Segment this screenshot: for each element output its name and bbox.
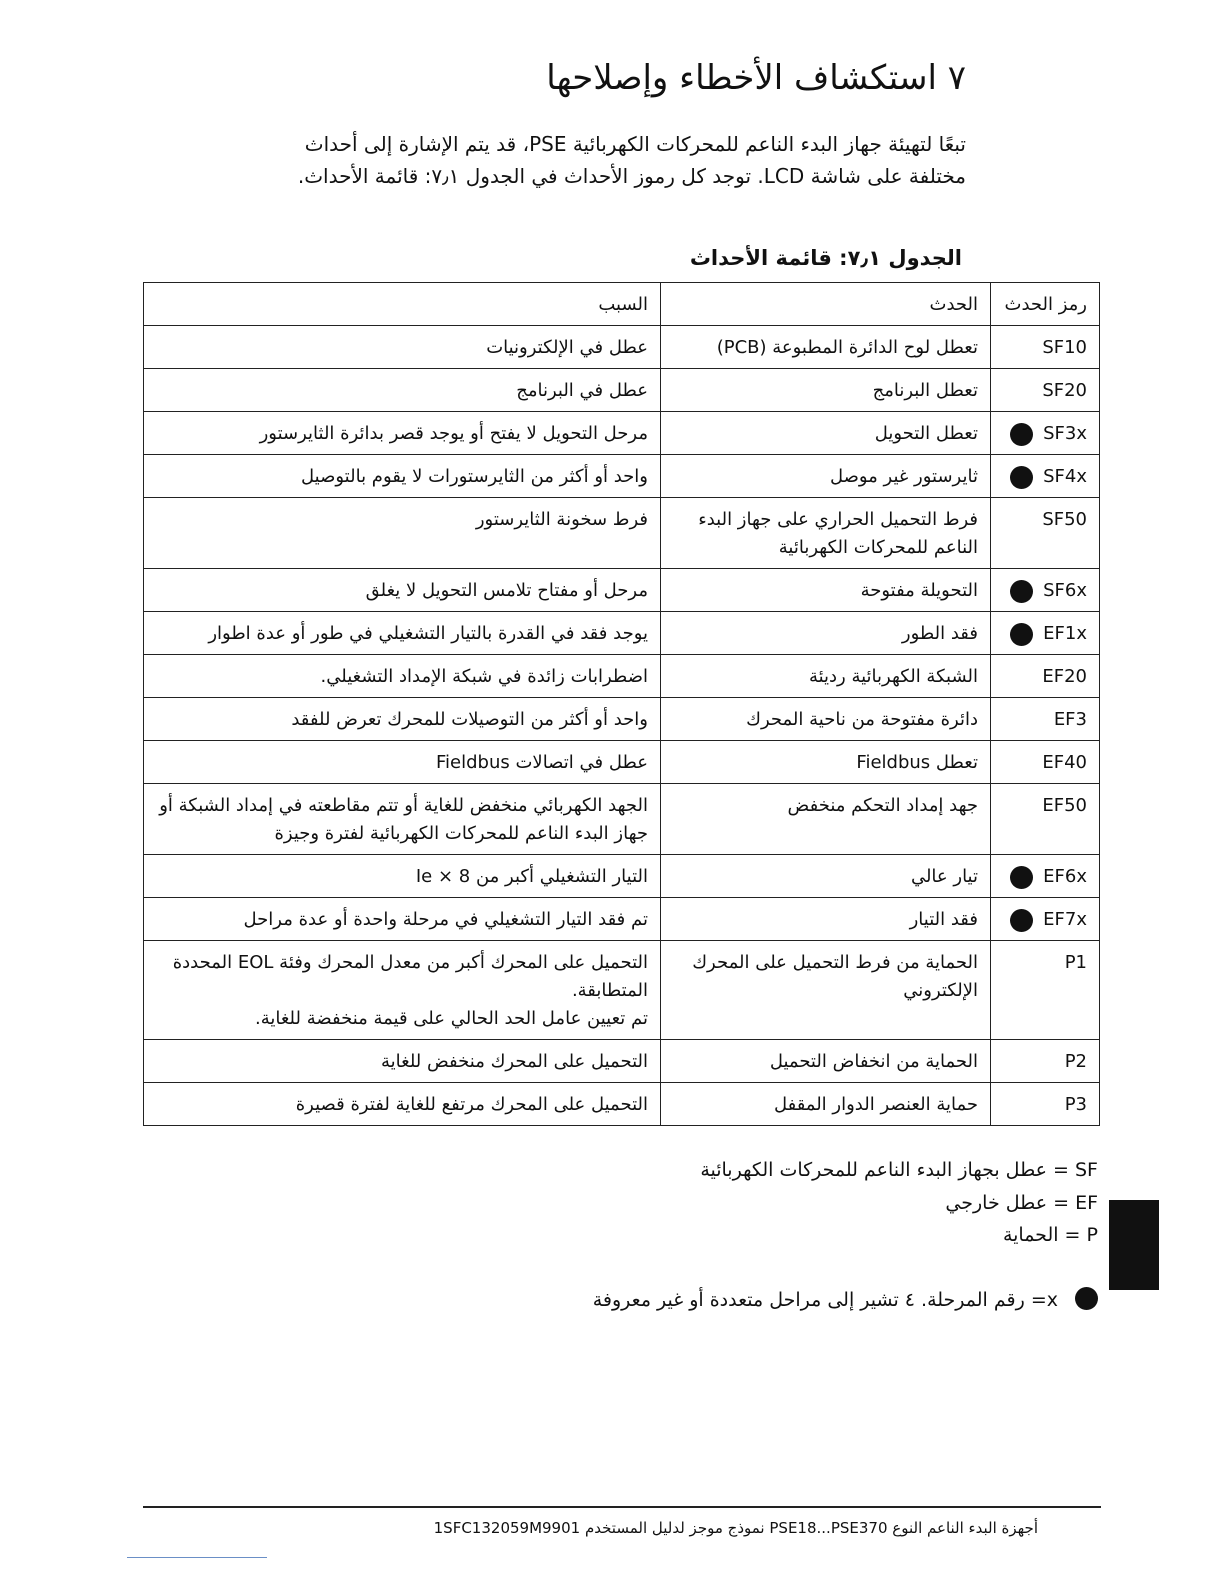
event-name-cell: تيار عالي [661,855,991,898]
chapter-tab [1109,1200,1159,1290]
event-code-cell [991,855,1100,898]
event-name-cell: التحويلة مفتوحة [661,569,991,612]
table-row [144,655,1100,698]
event-code: SF4x [1043,466,1087,487]
table-row [144,569,1100,612]
event-name-cell: دائرة مفتوحة من ناحية المحرك [661,698,991,741]
event-name-cell: فقد التيار [661,898,991,941]
event-cause-cell: مرحل أو مفتاح تلامس التحويل لا يغلق [144,569,661,612]
event-name-cell: فقد الطور [661,612,991,655]
event-code-cell [991,569,1100,612]
intro-paragraph: تبعًا لتهيئة جهاز البدء الناعم للمحركات الكهربائية PSE، قد يتم الإشارة إلى أحداث مختلفة على شاشة LCD. توجد كل رموز الأحداث في الجدول ٧٫١: قائمة الأحداث. [297,132,966,188]
legend-ef: EF = عطل خارجي [945,1192,1098,1214]
table-header-row [144,283,1100,326]
header-code: رمز الحدث [991,283,1100,326]
event-code: EF3 [1053,709,1087,730]
event-code-cell [991,1040,1100,1083]
event-cause-cell: يوجد فقد في القدرة بالتيار التشغيلي في طور أو عدة اطوار [144,612,661,655]
event-code-cell [991,455,1100,498]
table-row [144,455,1100,498]
event-code: SF50 [1042,509,1087,530]
page-title: ٧ استكشاف الأخطاء وإصلاحها [546,58,966,98]
header-cause: السبب [144,283,661,326]
event-code-cell [991,326,1100,369]
event-cause-cell: عطل في البرنامج [144,369,661,412]
event-code-cell [991,612,1100,655]
table-row [144,698,1100,741]
phase-marker-icon [1010,623,1033,646]
event-name-cell: حماية العنصر الدوار المقفل [661,1083,991,1126]
event-code-cell [991,784,1100,855]
event-name-cell: تعطل لوح الدائرة المطبوعة (PCB) [661,326,991,369]
event-name-cell: الشبكة الكهربائية رديئة [661,655,991,698]
event-code: P3 [1064,1094,1087,1115]
event-cause-cell: التيار التشغيلي أكبر من 8 × Ie [144,855,661,898]
table-row [144,941,1100,1040]
table-row [144,1083,1100,1126]
event-cause-cell: التحميل على المحرك أكبر من معدل المحرك وفئة EOL المحددة المتطابقة. تم تعيين عامل الحد الحالي على قيمة منخفضة للغاية. [144,941,661,1040]
event-code: EF1x [1043,623,1087,644]
table-row [144,412,1100,455]
event-name-cell: الحماية من انخفاض التحميل [661,1040,991,1083]
table-row [144,612,1100,655]
event-code-cell [991,498,1100,569]
table-caption: الجدول ٧٫١: قائمة الأحداث [689,246,962,270]
event-name-cell: تعطل Fieldbus [661,741,991,784]
event-cause-cell: فرط سخونة الثايرستور [144,498,661,569]
phase-marker-icon [1075,1287,1098,1310]
event-cause-cell: عطل في اتصالات Fieldbus [144,741,661,784]
event-code-cell [991,941,1100,1040]
event-name-cell: ثايرستور غير موصل [661,455,991,498]
legend-sf: SF = عطل بجهاز البدء الناعم للمحركات الكهربائية [700,1159,1098,1181]
table-row [144,1040,1100,1083]
event-cause-cell: تم فقد التيار التشغيلي في مرحلة واحدة أو عدة مراحل [144,898,661,941]
table-row [144,898,1100,941]
table-row [144,326,1100,369]
event-cause-cell: الجهد الكهربائي منخفض للغاية أو تتم مقاطعته في إمداد الشبكة أو جهاز البدء الناعم للمحركات الكهربائية لفترة وجيزة [144,784,661,855]
event-code: EF50 [1042,795,1087,816]
footer-text: أجهزة البدء الناعم النوع PSE18...PSE370 نموذج موجز لدليل المستخدم 1SFC132059M9901 [433,1519,1038,1537]
event-name-cell: تعطل التحويل [661,412,991,455]
event-code: P1 [1064,952,1087,973]
event-cause-cell: واحد أو أكثر من التوصيلات للمحرك تعرض للفقد [144,698,661,741]
corner-line [127,1557,267,1558]
event-name-cell: تعطل البرنامج [661,369,991,412]
event-code: EF7x [1043,909,1087,930]
event-code-cell [991,898,1100,941]
footer-divider [143,1506,1101,1508]
event-code: SF10 [1042,337,1087,358]
events-table [143,282,1100,1126]
phase-marker-icon [1010,466,1033,489]
event-code-cell [991,698,1100,741]
legend-p: P = الحماية [1002,1224,1098,1246]
event-code-cell [991,655,1100,698]
table-row [144,498,1100,569]
event-code: EF6x [1043,866,1087,887]
phase-marker-icon [1010,909,1033,932]
event-code: SF6x [1043,580,1087,601]
event-code-cell [991,1083,1100,1126]
header-event: الحدث [661,283,991,326]
event-cause-cell: التحميل على المحرك مرتفع للغاية لفترة قصيرة [144,1083,661,1126]
event-cause-cell: مرحل التحويل لا يفتح أو يوجد قصر بدائرة الثايرستور [144,412,661,455]
event-cause-cell: اضطرابات زائدة في شبكة الإمداد التشغيلي. [144,655,661,698]
event-code: SF3x [1043,423,1087,444]
event-code: EF20 [1042,666,1087,687]
event-code: EF40 [1042,752,1087,773]
event-code-cell [991,369,1100,412]
table-row [144,855,1100,898]
table-row [144,784,1100,855]
table-body [144,326,1100,1126]
event-code: P2 [1064,1051,1087,1072]
phase-marker-icon [1010,580,1033,603]
legend-x: x= رقم المرحلة. ٤ تشير إلى مراحل متعددة أو غير معروفة [592,1289,1058,1311]
event-code: SF20 [1042,380,1087,401]
event-name-cell: جهد إمداد التحكم منخفض [661,784,991,855]
phase-marker-icon [1010,866,1033,889]
table-row [144,741,1100,784]
event-name-cell: فرط التحميل الحراري على جهاز البدء الناعم للمحركات الكهربائية [661,498,991,569]
table-row [144,369,1100,412]
event-code-cell [991,741,1100,784]
event-cause-cell: واحد أو أكثر من الثايرستورات لا يقوم بالتوصيل [144,455,661,498]
event-cause-cell: التحميل على المحرك منخفض للغاية [144,1040,661,1083]
event-code-cell [991,412,1100,455]
phase-marker-icon [1010,423,1033,446]
event-cause-cell: عطل في الإلكترونيات [144,326,661,369]
event-name-cell: الحماية من فرط التحميل على المحرك الإلكتروني [661,941,991,1040]
